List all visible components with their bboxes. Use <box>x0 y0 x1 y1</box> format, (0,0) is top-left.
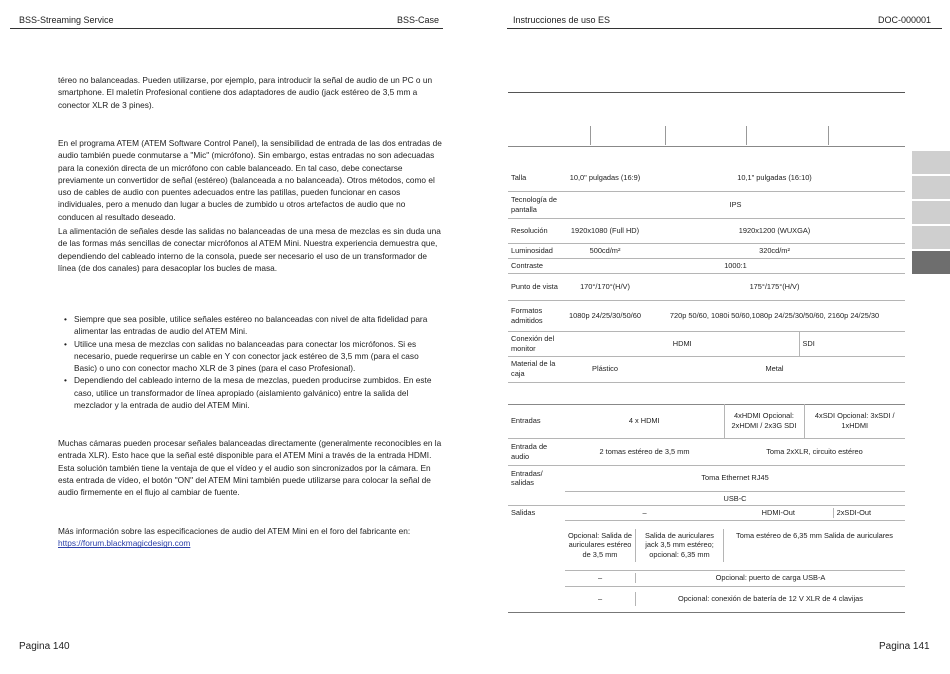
table-cell: HDMI-Out <box>761 508 795 518</box>
paragraph-mixer <box>58 225 443 274</box>
table-cell: 500cd/m² <box>566 243 644 258</box>
table-cell: 10,0" pulgadas (16:9) <box>566 166 644 191</box>
table-cell: 1920x1200 (WUXGA) <box>644 218 905 243</box>
table-cell: 4 x HDMI <box>565 404 724 438</box>
table-cell-group <box>565 570 905 586</box>
table-cell-group <box>724 506 905 521</box>
table-row <box>508 356 905 382</box>
side-tab-active[interactable] <box>912 251 950 274</box>
section-rule <box>508 92 905 93</box>
table-cell-group <box>565 586 905 612</box>
table-cell: Plástico <box>566 356 644 382</box>
table-cell: Salida de auriculares jack 3,5 mm estéreo; opcional: 6,35 mm <box>635 529 723 562</box>
row-label: Talla <box>508 166 566 191</box>
table-cell: Opcional: conexión de batería de 12 V XLR de 4 clavijas <box>635 592 905 606</box>
paragraph-cameras <box>58 437 443 498</box>
page-number-right: Pagina 141 <box>879 641 930 652</box>
row-label: Tecnología de pantalla <box>508 191 566 218</box>
table-cell: 10,1" pulgadas (16:10) <box>644 166 905 191</box>
table-cell: Toma estéreo de 6,35 mm Salida de auriculares <box>723 529 905 562</box>
table-cell: 175°/175°(H/V) <box>644 273 905 300</box>
header-right-title: BSS-Case <box>397 15 440 25</box>
table-row <box>508 300 905 331</box>
table-row <box>508 258 905 273</box>
page-number-left: Pagina 140 <box>19 641 70 652</box>
row-label: Entradas/ salidas <box>508 465 565 506</box>
paragraph-atem-software <box>58 137 443 223</box>
paragraph-stereo <box>58 74 443 111</box>
table-cell: Opcional: puerto de carga USB-A <box>635 573 905 583</box>
side-tab[interactable] <box>912 226 950 249</box>
table-cell: SDI <box>799 331 905 356</box>
table-cell: Opcional: Salida de auriculares estéreo de 3,5 mm <box>567 530 633 559</box>
table-cell: – <box>597 573 603 583</box>
list-item: • Siempre que sea posible, utilice señales estéreo no balanceadas con nivel de alta fidelidad para alimentar las entradas de audio del ATEM Mini. <box>58 313 443 338</box>
tips-list <box>58 313 443 411</box>
table-row <box>508 570 905 586</box>
row-label: Formatos admitidos <box>508 300 566 331</box>
table-cell: 4xHDMI Opcional: 2xHDMI / 2x3G SDI <box>724 404 804 438</box>
display-specs-table <box>508 166 905 383</box>
table-row <box>508 273 905 300</box>
table-cell: 4xSDI Opcional: 3xSDI / 1xHDMI <box>804 404 905 438</box>
paragraph-text <box>58 525 443 550</box>
paragraph-more-info <box>58 525 443 550</box>
paragraph-text: En el programa ATEM (ATEM Software Control Panel), la sensibilidad de entrada de las dos entradas de audio también puede conmutarse a "Mic" (micrófono). Sin embargo, estas entradas no son adecuadas para la conexión directa de un micrófono con cable balanceado. En tal caso, debe conectarse previamente un convertidor de señal (estéreo) (balanceada a no balanceada). Otros métodos, como el uso de cables de audio con puentes adecuados entre las patillas, pueden funcionar en casos individuales, pero a menudo dan lugar a bucles de zumbido u otros artefactos de audio que no conducen al resultado deseado. <box>58 138 442 222</box>
row-label: Resolución <box>508 218 566 243</box>
table-row <box>508 465 905 491</box>
table-row <box>508 438 905 465</box>
side-tab[interactable] <box>912 201 950 224</box>
side-tab[interactable] <box>912 176 950 199</box>
row-label: Entrada de audio <box>508 438 565 465</box>
header-divider <box>507 28 942 29</box>
paragraph-text: La alimentación de señales desde las salidas no balanceadas de una mesa de mezclas es sin duda una de las formas más sencillas de conectar micrófonos al ATEM Mini. Nuestra experiencia demuestra que, dependiendo del cableado interno de la consola, puede ser necesario el uso de un transformador de línea (de dos canales) para desacoplar los bucles de masa. <box>58 226 441 273</box>
list-item: • Dependiendo del cableado interno de la mesa de mezclas, pueden producirse zumbidos. En este caso, utilice un transformador de línea apropiado (aislamiento galvánico) entre la salida del mezclador y la entrada de audio del ATEM Mini. <box>58 374 443 411</box>
column-tick <box>665 126 666 145</box>
table-row <box>508 191 905 218</box>
more-info-text: Más información sobre las especificaciones de audio del ATEM Mini en el foro del fabricante en: <box>58 526 411 536</box>
row-label: Contraste <box>508 258 566 273</box>
table-cell: 2 tomas estéreo de 3,5 mm <box>565 438 724 465</box>
header-divider <box>10 28 443 29</box>
paragraph-text: Muchas cámaras pueden procesar señales balanceadas directamente (generalmente reconocibles en la entrada XLR). Esto hace que la señal esté disponible para el ATEM Mini a través de la entrada HDMI. Esta solución también tiene la ventaja de que el vídeo y el audio son sincronizados por la cámara. En esta entrada de vídeo, el botón "ON" del ATEM Mini también puede utilizarse para colocar la señal de audio firmemente en el flujo al cambiar de fuente. <box>58 438 442 498</box>
column-tick <box>828 126 829 145</box>
table-row <box>508 166 905 191</box>
row-label: Entradas <box>508 404 565 438</box>
row-label: Punto de vista <box>508 273 566 300</box>
table-row <box>508 506 905 521</box>
table-cell: 1080p 24/25/30/50/60 <box>566 300 644 331</box>
paragraph-text: téreo no balanceadas. Pueden utilizarse, por ejemplo, para introducir la señal de audio de un PC o un smartphone. El maletín Profesional contiene dos adaptadores de audio (jack estéreo de 3,5 mm a conector XLR de 3 pines). <box>58 75 433 110</box>
column-tick <box>590 126 591 145</box>
table-cell: – <box>565 506 724 521</box>
table-cell: 1000:1 <box>566 258 905 273</box>
table-cell: 720p 50/60, 1080i 50/60,1080p 24/25/30/50/60, 2160p 24/25/30 <box>644 300 905 331</box>
table-cell: 170°/170°(H/V) <box>566 273 644 300</box>
list-item: • Utilice una mesa de mezclas con salidas no balanceadas para conectar los micrófonos. Si es necesario, puede requerirse un cable en Y con conector jack estéreo de 3,5 mm (para el caso Basic) o uno con conector macho XLR de 3 pines (para el caso Profesional). <box>58 338 443 375</box>
table-cell: Toma 2xXLR, circuito estéreo <box>724 438 905 465</box>
table-row <box>508 404 905 438</box>
table-row <box>508 331 905 356</box>
table-cell: HDMI <box>566 331 799 356</box>
table-cell: 2xSDI-Out <box>833 508 905 518</box>
forum-link[interactable]: https://forum.blackmagicdesign.com <box>58 538 191 549</box>
table-cell: – <box>597 594 603 604</box>
header-left-title: BSS-Streaming Service <box>19 15 114 25</box>
row-label: Material de la caja <box>508 356 566 382</box>
table-cell: Metal <box>644 356 905 382</box>
right-page <box>475 0 950 674</box>
table-row <box>508 218 905 243</box>
table-cell: 320cd/m² <box>644 243 905 258</box>
header-doc-title: Instrucciones de uso ES <box>513 15 611 25</box>
table-top-rule <box>508 146 905 147</box>
table-row <box>508 586 905 612</box>
header-doc-number: DOC-000001 <box>878 15 932 25</box>
row-label: Luminosidad <box>508 243 566 258</box>
row-label: Conexión del monitor <box>508 331 566 356</box>
table-cell: Toma Ethernet RJ45 <box>565 465 905 491</box>
table-cell-group <box>565 520 905 570</box>
table-row <box>508 243 905 258</box>
side-tab[interactable] <box>912 151 950 174</box>
connection-specs-table <box>508 404 905 613</box>
row-label: Salidas <box>508 506 565 613</box>
table-row <box>508 491 905 506</box>
table-row <box>508 520 905 570</box>
table-cell: USB-C <box>565 491 905 506</box>
table-cell: 1920x1080 (Full HD) <box>566 218 644 243</box>
column-tick <box>746 126 747 145</box>
table-cell: IPS <box>566 191 905 218</box>
